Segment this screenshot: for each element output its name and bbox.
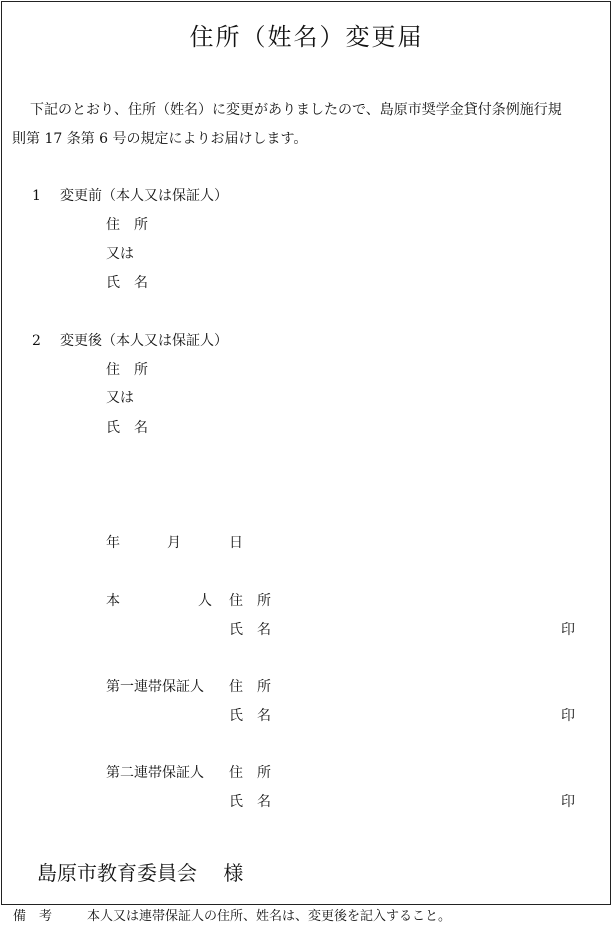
guarantor-1-label: 第一連帯保証人 xyxy=(106,679,204,695)
before-name-label: 氏 名 xyxy=(106,275,148,291)
date-year-label: 年 xyxy=(106,535,120,551)
date-day-label: 日 xyxy=(229,535,243,551)
after-address-label: 住 所 xyxy=(106,362,148,378)
after-name-label: 氏 名 xyxy=(106,420,148,436)
intro-line-1: 下記のとおり、住所（姓名）に変更がありましたので、島原市奨学金貸付条例施行規 xyxy=(30,102,562,118)
guarantor-1-seal-mark: 印 xyxy=(561,708,575,724)
applicant-address-label: 住 所 xyxy=(229,593,271,609)
intro-line-2: 則第 17 条第 6 号の規定によりお届けします。 xyxy=(12,131,308,147)
guarantor-2-address-label: 住 所 xyxy=(229,765,271,781)
guarantor-1-address-label: 住 所 xyxy=(229,679,271,695)
date-month-label: 月 xyxy=(167,535,181,551)
remarks-label: 備 考 xyxy=(13,909,53,924)
applicant-seal-mark: 印 xyxy=(561,622,575,638)
before-address-label: 住 所 xyxy=(106,217,148,233)
section-1-number: 1 xyxy=(32,188,41,204)
before-or-label: 又は xyxy=(106,246,134,262)
section-2-number: 2 xyxy=(32,333,41,349)
applicant-label-a: 本 xyxy=(106,593,120,609)
guarantor-2-seal-mark: 印 xyxy=(561,794,575,810)
guarantor-2-label: 第二連帯保証人 xyxy=(106,765,204,781)
after-or-label: 又は xyxy=(106,390,134,406)
form-title: 住所（姓名）変更届 xyxy=(189,23,424,51)
addressee: 島原市教育委員会 様 xyxy=(37,861,244,885)
applicant-label-b: 人 xyxy=(198,593,212,609)
section-2-heading: 変更後（本人又は保証人） xyxy=(60,333,228,349)
applicant-name-label: 氏 名 xyxy=(229,622,271,638)
section-1-heading: 変更前（本人又は保証人） xyxy=(60,188,228,204)
guarantor-1-name-label: 氏 名 xyxy=(229,708,271,724)
guarantor-2-name-label: 氏 名 xyxy=(229,794,271,810)
remarks-text: 本人又は連帯保証人の住所、姓名は、変更後を記入すること。 xyxy=(87,909,452,924)
